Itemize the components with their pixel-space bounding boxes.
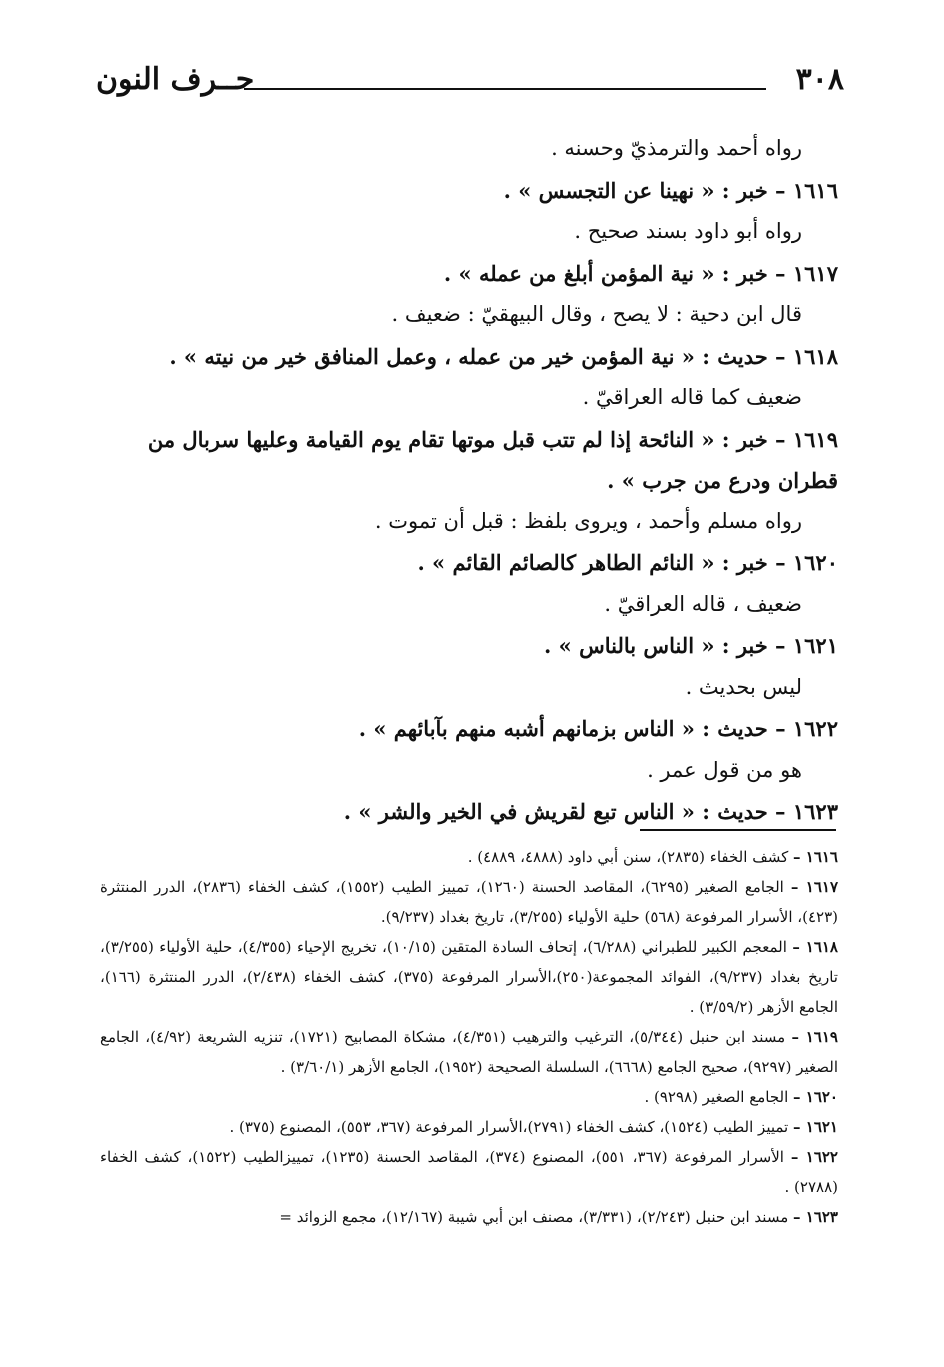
footnote-text: الجامع الصغير (٩٢٩٨) . bbox=[644, 1088, 789, 1106]
footnotes bbox=[100, 842, 838, 1232]
footnote bbox=[100, 1082, 838, 1112]
footnote-text: تمييز الطيب (١٥٢٤)، كشف الخفاء (٢٧٩١)،الأسرار المرفوعة (٣٦٧، ٥٥٣)، المصنوع (٣٧٥) . bbox=[229, 1118, 789, 1136]
footnote bbox=[100, 1202, 838, 1232]
footnote bbox=[100, 1022, 838, 1082]
hadith-entry: ١٦١٧ – خبر : « نية المؤمن أبلغ من عمله » . bbox=[443, 260, 838, 286]
footnote bbox=[100, 1142, 838, 1202]
footnote-number: ١٦٢١ – bbox=[793, 1118, 838, 1136]
footnote-text: الجامع الصغير (٦٢٩٥)، المقاصد الحسنة (١٢٦٠)، تمييز الطيب (١٥٥٢)، كشف الخفاء (٢٨٣٦)، الدرر المنتثرة (٤٢٣)، الأسرار المرفوعة (٥٦٨) حلية الأولياء (٣/٢٥٥)، تاريخ بغداد (٩/٢٣٧). bbox=[100, 878, 838, 926]
header-rule bbox=[244, 88, 766, 90]
footnote bbox=[100, 842, 838, 872]
footnote-number: ١٦١٩ – bbox=[791, 1028, 838, 1046]
chapter-title: حــرف النون bbox=[96, 62, 255, 97]
footnote bbox=[100, 1112, 838, 1142]
footnote-text: الأسرار المرفوعة (٣٦٧، ٥٥١)، المصنوع (٣٧٤)، المقاصد الحسنة (١٢٣٥)، تمييزالطيب (١٥٢٢)، كشف الخفاء (٢٧٨٨) . bbox=[100, 1148, 838, 1196]
footnote-number: ١٦٢٢ – bbox=[790, 1148, 838, 1166]
footnote-number: ١٦٢٣ – bbox=[793, 1208, 838, 1226]
footnote-number: ١٦١٨ – bbox=[792, 938, 838, 956]
footnote-number: ١٦١٦ – bbox=[793, 848, 838, 866]
footnote-text: مسند ابن حنبل (٢/٢٤٣)، (٣/٣٣١)، مصنف ابن أبي شيبة (١٢/١٦٧)، مجمع الزوائد = bbox=[279, 1208, 789, 1226]
hadith-entry: ١٦٢٣ – حديث : « الناس تبع لقريش في الخير والشر » . bbox=[343, 799, 838, 824]
hadith-entry: ١٦٢١ – خبر : « الناس بالناس » . bbox=[544, 633, 838, 658]
hadith-entry: ١٦١٨ – حديث : « نية المؤمن خير من عمله ، وعمل المنافق خير من نيته » . bbox=[169, 343, 838, 369]
footnote-number: ١٦٢٠ – bbox=[793, 1088, 838, 1106]
narrator-line: ليس بحديث . bbox=[685, 674, 802, 699]
footnote-text: كشف الخفاء (٢٨٣٥)، سنن أبي داود (٤٨٨٨، ٤٨٨٩) . bbox=[467, 848, 789, 866]
footnote-text: مسند ابن حنبل (٥/٣٤٤)، الترغيب والترهيب (٤/٣٥١)، مشكاة المصابيح (١٧٢١)، تنزيه الشريعة (٤/٩٢)، الجامع الصغير (٩٢٩٧)، صحيح الجامع (٦٦٦٨)، السلسلة الصحيحة (١٩٥٢)، الجامع الأزهر (٣/٦٠/١) . bbox=[100, 1028, 838, 1076]
page-header bbox=[96, 62, 844, 102]
narrator-line: ضعيف ، قاله العراقيّ . bbox=[604, 591, 802, 616]
hadith-entry: ١٦٢٢ – حديث : « الناس بزمانهم أشبه منهم بآبائهم » . bbox=[358, 716, 838, 741]
narrator-line: رواه أحمد والترمذيّ وحسنه . bbox=[551, 136, 802, 160]
footnote bbox=[100, 932, 838, 1022]
narrator-line: قال ابن دحية : لا يصح ، وقال البيهقيّ : ضعيف . bbox=[391, 302, 802, 326]
main-text bbox=[96, 128, 838, 833]
narrator-line: رواه أبو داود بسند صحيح . bbox=[574, 219, 802, 243]
narrator-line: ضعيف كما قاله العراقيّ . bbox=[582, 385, 802, 409]
page-number: ٣٠٨ bbox=[795, 62, 844, 97]
hadith-entry: ١٦١٦ – خبر : « نهينا عن التجسس » . bbox=[503, 177, 838, 203]
narrator-line: رواه مسلم وأحمد ، ويروى بلفظ : قبل أن تموت . bbox=[374, 508, 802, 533]
footnote bbox=[100, 872, 838, 932]
footnote-number: ١٦١٧ – bbox=[790, 878, 839, 896]
hadith-entry: ١٦١٩ – خبر : « النائحة إذا لم تتب قبل موتها تقام يوم القيامة وعليها سربال من قطران ودرع من جرب » . bbox=[147, 426, 838, 493]
hadith-entry: ١٦٢٠ – خبر : « النائم الطاهر كالصائم القائم » . bbox=[417, 550, 838, 575]
footnote-text: المعجم الكبير للطبراني (٦/٢٨٨)، إتحاف السادة المتقين (١٠/١٥)، تخريج الإحياء (٤/٣٥٥)، حلية الأولياء (٣/٢٥٥)، تاريخ بغداد (٩/٢٣٧)، الفوائد المجموعة(٢٥٠)،الأسرار المرفوعة (٣٧٥)، كشف الخفاء (٢/٤٣٨)، الدرر المنتثرة (١٦٦)، الجامع الأزهر (٣/٥٩/٢) . bbox=[100, 938, 838, 1016]
footnote-separator bbox=[640, 829, 836, 831]
narrator-line: هو من قول عمر . bbox=[647, 757, 802, 782]
